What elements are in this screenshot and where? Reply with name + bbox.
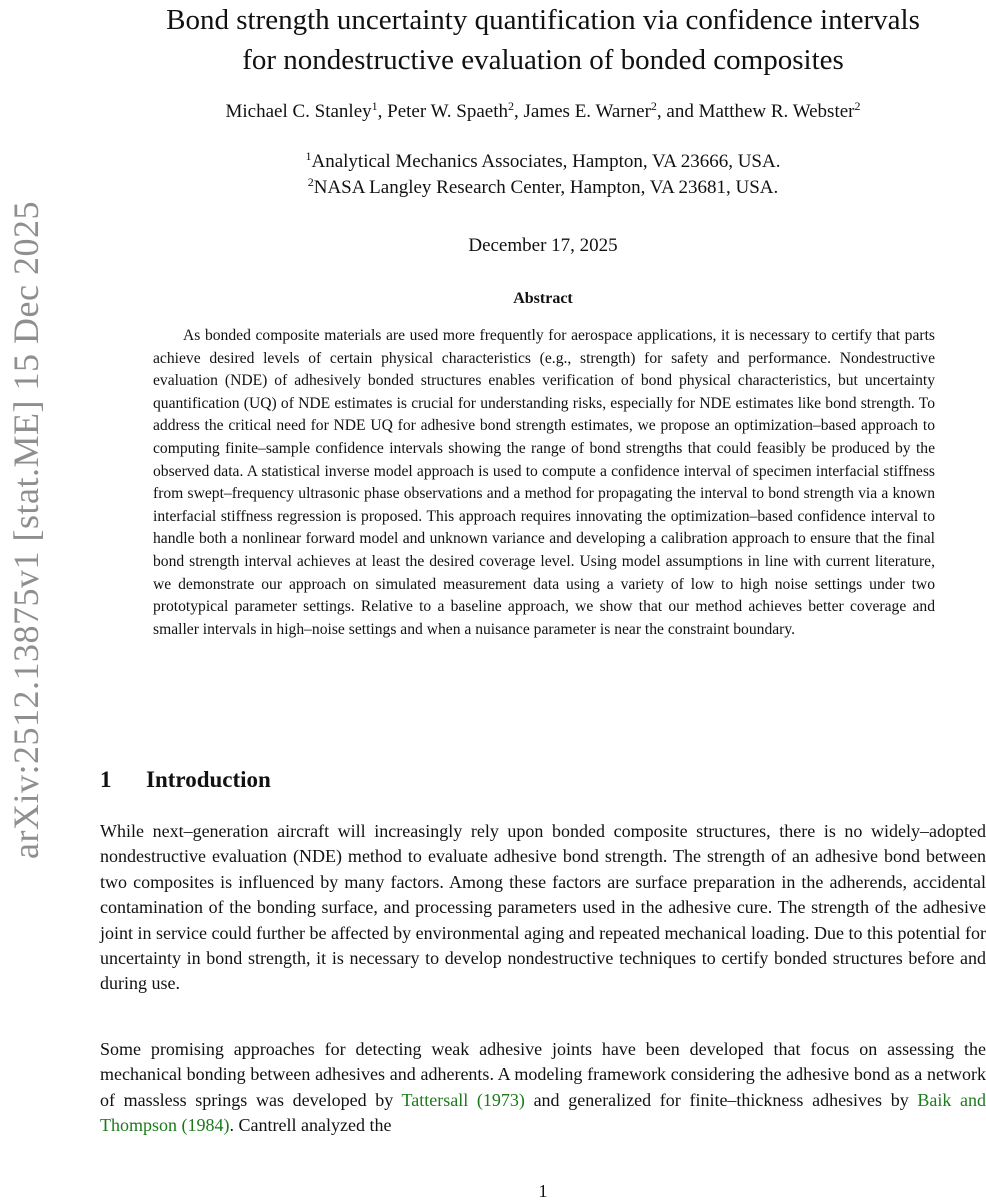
- affiliation-list: [100, 149, 986, 201]
- author-name: Peter W. Spaeth: [387, 101, 509, 122]
- affiliation-2: [100, 175, 986, 201]
- arxiv-identifier: arXiv:2512.13875v1 [stat.ME] 15 Dec 2025: [6, 201, 46, 859]
- affiliation-text: NASA Langley Research Center, Hampton, VA 23681, USA.: [313, 177, 779, 198]
- section-title: Introduction: [146, 767, 271, 792]
- author-list: [100, 101, 986, 123]
- affiliation-mark: 2: [307, 175, 314, 189]
- affiliation-mark: 1: [305, 149, 312, 163]
- citation-year: 1973: [482, 1089, 519, 1110]
- paragraph-text: . Cantrell analyzed the: [229, 1115, 392, 1136]
- publication-date: December 17, 2025: [468, 235, 618, 256]
- title-line-1: Bond strength uncertainty quantification via confidence intervals: [166, 4, 920, 36]
- author-affil-mark: 1: [371, 99, 378, 113]
- author-separator: ,: [377, 101, 388, 122]
- affiliation-text: Analytical Mechanics Associates, Hampton, VA 23666, USA.: [311, 151, 781, 172]
- section-number: 1: [100, 767, 112, 792]
- citation-author: Tattersall: [401, 1089, 469, 1110]
- citation-link-baik-thompson[interactable]: Baik and Thompson (1984): [100, 1089, 986, 1136]
- intro-paragraph-2: [100, 1037, 986, 1139]
- intro-paragraph-1: While next–generation aircraft will increasingly rely upon bonded composite structures, there is no widely–adopted nondestructive evaluation (NDE) method to evaluate adhesive bond strength. The strength of an adhesive bond between two composites is influenced by many factors. Among these factors are surface preparation in the adherends, accidental contamination of the bonding surface, and processing parameters used in the adhesive cure. The strength of the adhesive joint in service could further be affected by environmental aging and repeated mechanical loading. Due to this potential for uncertainty in bond strength, it is necessary to develop nondestructive techniques to certify bonded structures before and during use.: [100, 821, 986, 994]
- author-separator: ,: [514, 101, 524, 122]
- author-affil-mark: 2: [854, 99, 861, 113]
- citation-link-tattersall[interactable]: Tattersall (1973): [401, 1089, 525, 1110]
- author-name: Matthew R. Webster: [698, 101, 855, 122]
- section-heading-introduction: [100, 767, 271, 793]
- author-name: James E. Warner: [523, 101, 651, 122]
- author-affil-mark: 2: [650, 99, 657, 113]
- paragraph-text: Some promising approaches for detecting weak adhesive joints have been developed that focus on assessing the mechanical bonding between adhesives and adherents. A modeling framework considering the adhesive bond as a network of massless springs was developed by: [100, 1039, 986, 1110]
- citation-author: Baik and Thompson: [100, 1089, 986, 1136]
- abstract-body: As bonded composite materials are used more frequently for aerospace applications, it is necessary to certify that parts achieve desired levels of certain physical characteristics (e.g., strength) for safety and performance. Nondestructive evaluation (NDE) of adhesively bonded structures enables verification of bond physical characteristics, but uncertainty quantification (UQ) of NDE estimates is crucial for understanding risks, especially for NDE estimates like bond strength. To address the critical need for NDE UQ for adhesive bond strength estimates, we propose an optimization–based approach to computing finite–sample confidence intervals showing the range of bond strengths that could feasibly be produced by the observed data. A statistical inverse model approach is used to compute a confidence interval of specimen interfacial stiffness from swept–frequency ultrasonic phase observations and a method for propagating the interval to bond strength via a known interfacial stiffness regression is proposed. This approach requires innovating the optimization–based confidence interval to handle both a nonlinear forward model and unknown variance and developing a calibration approach to ensure that the final bond strength interval achieves at least the desired coverage level. Using model assumptions in line with current literature, we demonstrate our approach on simulated measurement data using a variety of low to high noise settings under two prototypical parameter settings. Relative to a baseline approach, we show that our method achieves better coverage and smaller intervals in high–noise settings and when a nuisance parameter is near the constraint boundary.: [153, 327, 935, 638]
- paragraph-text: and generalized for finite–thickness adhesives by: [524, 1089, 918, 1110]
- paper-title: [100, 0, 986, 80]
- author-name: Michael C. Stanley: [225, 101, 372, 122]
- abstract-heading: Abstract: [513, 290, 573, 307]
- page-number: 1: [538, 1181, 548, 1201]
- citation-year: 1984: [187, 1115, 224, 1136]
- author-separator: , and: [656, 101, 699, 122]
- affiliation-1: [100, 149, 986, 175]
- author-affil-mark: 2: [508, 99, 515, 113]
- title-line-2: for nondestructive evaluation of bonded composites: [242, 44, 844, 76]
